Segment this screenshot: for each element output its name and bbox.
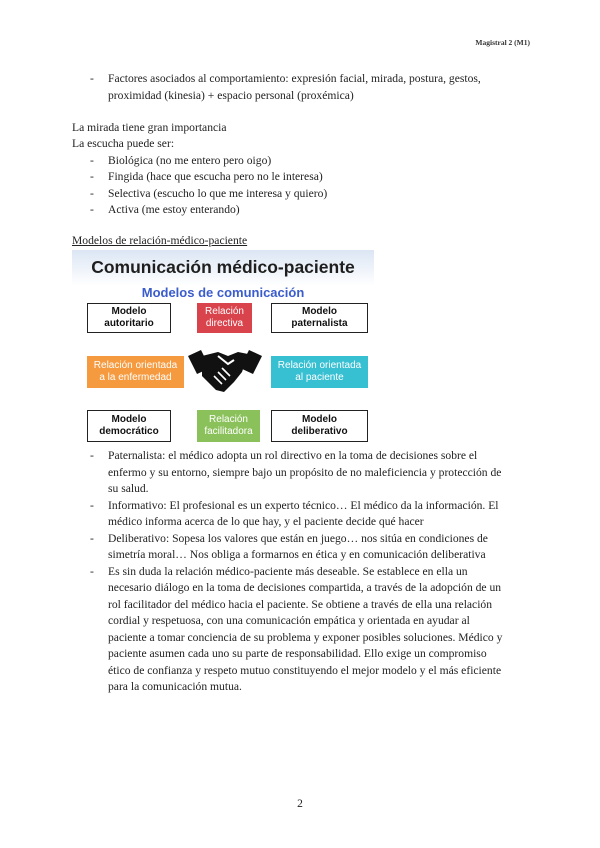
list-item: - Deliberativo: Sopesa los valores que están en juego… nos sitúa en condiciones de simetría moral… Nos obliga a formarnos en ética y en comunicación deliberativa [90, 531, 488, 561]
escucha-intro: La escucha puede ser: [72, 137, 175, 150]
box-relacion-facilitadora: Relación facilitadora [197, 410, 260, 442]
box-relacion-directiva: Relación directiva [197, 303, 252, 333]
list-item: - Activa (me estoy enterando) [90, 203, 240, 216]
section-heading: Modelos de relación-médico-paciente [72, 234, 248, 247]
box-modelo-autoritario: Modelo autoritario [87, 303, 171, 333]
mirada-paragraph: La mirada tiene gran importancia [72, 121, 227, 134]
diagram-subtitle: Modelos de comunicación [141, 285, 305, 300]
box-relacion-enfermedad: Relación orientada a la enfermedad [87, 356, 184, 388]
page-number: 2 [297, 798, 303, 810]
escucha-block [72, 136, 528, 219]
bullet-line: proximidad (kinesia) + espacio personal (proxémica) [108, 88, 354, 102]
handshake-icon [188, 346, 262, 398]
list-item: - Es sin duda la relación médico-paciente más deseable. Se establece en ella un necesario diálogo en la toma de decisiones compartida, a través de la adopción de un rol facilitador del médico hacia el paciente. Se obtiene a través de ella una relación cordial y respetuosa, con una comunicación empática y orientada en ayudar al paciente a tomar conciencia de su problema y exponer posibles soluciones. Médico y paciente asumen cada uno su parte de responsabilidad. Ello exige un compromiso ético de confianza y respeto mutuo constituyendo el mejor modelo y el más eficiente para la comunicación mutua. [90, 564, 503, 693]
list-item: - Informativo: El profesional es un experto técnico… El médico da la información. El médico informa acerca de lo que hay, y el paciente decide qué hacer [90, 498, 499, 528]
box-relacion-paciente: Relación orientada al paciente [271, 356, 368, 388]
diagram-title: Comunicación médico-paciente [91, 257, 355, 277]
box-modelo-democratico: Modelo democrático [87, 410, 171, 442]
list-item: - Fingida (hace que escucha pero no le interesa) [90, 170, 323, 183]
box-modelo-deliberativo: Modelo deliberativo [271, 410, 368, 442]
list-item: - Selectiva (escucho lo que me interesa y quiero) [90, 186, 328, 200]
models-bullet-list [72, 448, 528, 696]
running-header: Magistral 2 (M1) [475, 38, 530, 47]
list-item: - Paternalista: el médico adopta un rol directivo en la toma de decisiones sobre el enfermo y su entorno, siempre bajo un propósito de no maleficiencia y protección de su salud. [90, 449, 502, 495]
bullet-line: Factores asociados al comportamiento: expresión facial, mirada, postura, gestos, [108, 72, 481, 85]
box-modelo-paternalista: Modelo paternalista [271, 303, 368, 333]
bullet-dash: - [90, 72, 94, 85]
list-item: - Biológica (no me entero pero oigo) [90, 153, 272, 167]
top-bullet [72, 71, 528, 104]
communication-models-diagram [72, 250, 374, 446]
